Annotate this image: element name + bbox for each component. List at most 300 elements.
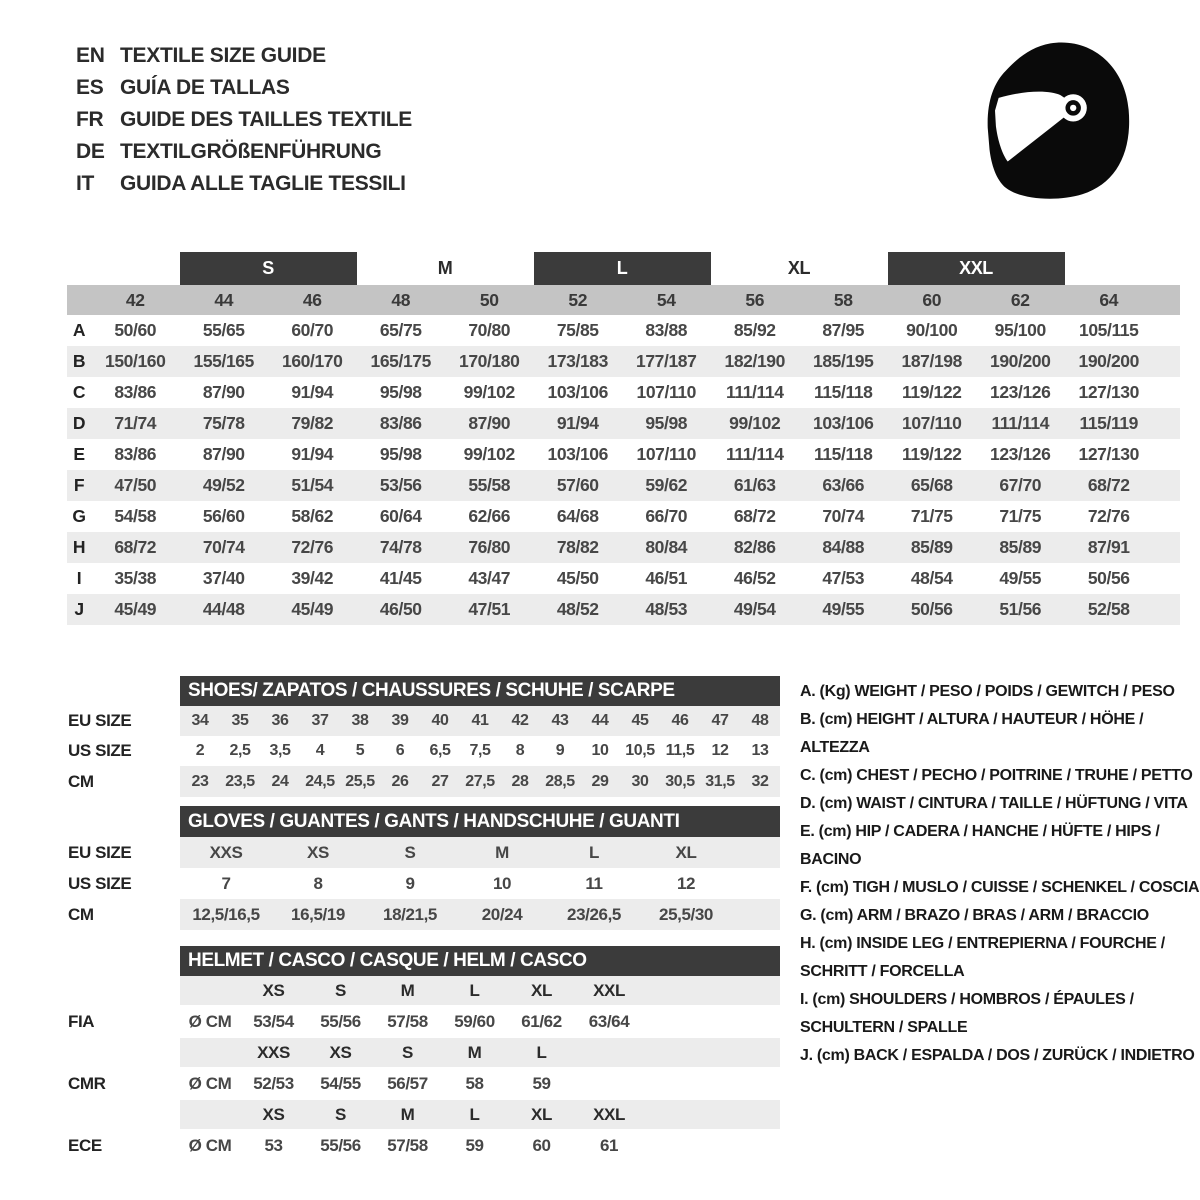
spacer xyxy=(1153,501,1180,532)
apparel-row-b xyxy=(67,346,1180,377)
measurement-value: 111/114 xyxy=(725,444,784,464)
measurement-value: 51/54 xyxy=(268,470,357,501)
helmet-size-label: XL xyxy=(508,1100,575,1129)
measurement-value: 84/88 xyxy=(799,532,888,563)
apparel-row-a xyxy=(67,315,1180,346)
data-row xyxy=(68,736,780,766)
size-label: 56 xyxy=(711,285,800,315)
size-value: 10 xyxy=(591,742,609,759)
measurement-value: 182/190 xyxy=(711,346,800,377)
guide-title-it: GUIDA ALLE TAGLIE TESSILI xyxy=(120,172,406,195)
size-value: 31,5 xyxy=(700,766,740,797)
helmet-size-label: L xyxy=(441,1100,508,1129)
size-value: 12 xyxy=(676,873,696,893)
helmet-value: 53/54 xyxy=(253,1011,294,1031)
helmet-size-label xyxy=(575,1038,643,1067)
spacer xyxy=(643,1129,780,1162)
spacer xyxy=(180,1100,240,1129)
measurement-value: 79/82 xyxy=(268,408,357,439)
measurement-value: 95/98 xyxy=(622,408,711,439)
size-value: 8 xyxy=(313,873,323,893)
section-title: SHOES/ ZAPATOS / CHAUSSURES / SCHUHE / SCARPE xyxy=(180,676,780,706)
measurement-value: 103/106 xyxy=(547,444,608,464)
measurement-value: 59/62 xyxy=(622,470,711,501)
measurement-value: 53/56 xyxy=(357,470,446,501)
size-label: 58 xyxy=(799,285,888,315)
measurement-value: 91/94 xyxy=(534,408,623,439)
measurement-value: 123/126 xyxy=(990,382,1051,402)
size-value: 7 xyxy=(221,873,231,893)
size-label: 54 xyxy=(622,285,711,315)
size-value: XXS xyxy=(180,837,272,868)
measurement-value: 68/72 xyxy=(1065,470,1154,501)
diameter-label: Ø CM xyxy=(188,1011,232,1031)
apparel-row-h xyxy=(67,532,1180,563)
standard-label: ECE xyxy=(68,1135,102,1155)
measurement-value: 70/74 xyxy=(822,506,865,526)
measurement-value: 68/72 xyxy=(91,532,180,563)
size-value: L xyxy=(548,837,640,868)
row-label: D xyxy=(67,408,91,439)
row-label: I xyxy=(76,568,82,588)
measurement-value: 46/51 xyxy=(645,568,688,588)
size-value: 2,5 xyxy=(229,742,251,759)
spacer xyxy=(91,252,180,285)
size-value: 32 xyxy=(740,766,780,797)
size-value: 25,5/30 xyxy=(640,899,732,930)
spacer xyxy=(1153,532,1180,563)
measurement-value: 165/175 xyxy=(357,346,446,377)
legend-item: D. (cm) WAIST / CINTURA / TAILLE / HÜFTUNG / VITA xyxy=(800,795,1188,812)
measurement-value: 46/52 xyxy=(733,568,776,588)
measurement-value: 72/76 xyxy=(268,532,357,563)
size-value: 6 xyxy=(395,742,405,759)
helmet-size-label: XXS xyxy=(240,1038,307,1067)
helmet-value: 54/55 xyxy=(320,1073,361,1093)
spacer xyxy=(180,976,240,1005)
diameter-label: Ø CM xyxy=(188,1073,232,1093)
measurement-value: 83/86 xyxy=(357,408,446,439)
row-label: G xyxy=(72,506,86,526)
helmet-value: 55/56 xyxy=(320,1135,361,1155)
helmet-size-label: XXL xyxy=(575,1100,643,1129)
spacer xyxy=(1153,594,1180,625)
measurement-value: 55/65 xyxy=(202,320,245,340)
measurement-value: 66/70 xyxy=(645,506,688,526)
measurement-value: 115/118 xyxy=(813,382,873,402)
measurement-value: 80/84 xyxy=(622,532,711,563)
row-label: EU SIZE xyxy=(68,842,132,862)
legend-item: I. (cm) SHOULDERS / HOMBROS / ÉPAULES / SCHULTERN / SPALLE xyxy=(800,991,1134,1036)
helmet-value: 58 xyxy=(465,1073,484,1093)
measurement-value: 91/94 xyxy=(291,444,334,464)
spacer xyxy=(67,285,91,315)
size-group-xl: XL xyxy=(787,258,811,278)
size-value: 11,5 xyxy=(665,742,695,759)
gloves-size-table xyxy=(68,806,780,930)
helmet-size-row xyxy=(68,1100,780,1129)
language-code: ES xyxy=(76,76,104,99)
measurement-value: 50/56 xyxy=(888,594,977,625)
size-value: 10 xyxy=(492,873,512,893)
measurement-value: 74/78 xyxy=(357,532,446,563)
guide-title-en: TEXTILE SIZE GUIDE xyxy=(120,44,326,67)
measurement-value: 65/75 xyxy=(379,320,422,340)
measurement-value: 87/90 xyxy=(445,408,534,439)
apparel-row-g xyxy=(67,501,1180,532)
row-label: CM xyxy=(68,771,94,791)
measurement-value: 119/122 xyxy=(902,444,962,464)
measurement-value: 45/50 xyxy=(556,568,599,588)
section-title: HELMET / CASCO / CASQUE / HELM / CASCO xyxy=(180,946,780,976)
row-label: CM xyxy=(68,904,94,924)
section-title-row xyxy=(68,806,780,837)
spacer xyxy=(68,1100,180,1129)
measurement-value: 39/42 xyxy=(291,568,334,588)
language-title-list xyxy=(76,40,412,200)
size-value: 9 xyxy=(555,742,565,759)
numeric-size-row xyxy=(67,285,1180,315)
measurement-value: 75/78 xyxy=(180,408,269,439)
spacer xyxy=(68,806,180,837)
size-value: 20/24 xyxy=(456,899,548,930)
measurement-value: 95/98 xyxy=(379,382,422,402)
measurement-value: 119/122 xyxy=(902,382,962,402)
spacer xyxy=(1153,470,1180,501)
measurement-value: 107/110 xyxy=(636,444,696,464)
measurement-value: 47/51 xyxy=(445,594,534,625)
measurement-value: 57/60 xyxy=(534,470,623,501)
measurement-value: 72/76 xyxy=(1087,506,1130,526)
spacer xyxy=(1153,285,1180,315)
measurement-value: 150/160 xyxy=(91,346,180,377)
size-group-s: S xyxy=(180,252,357,285)
measurement-legend xyxy=(800,678,1200,1070)
size-value: 10,5 xyxy=(625,742,655,759)
helmet-size-label: L xyxy=(508,1038,575,1067)
language-code: DE xyxy=(76,140,105,163)
spacer xyxy=(1153,377,1180,408)
helmet-size-label: M xyxy=(441,1038,508,1067)
helmet-standard-row-fia xyxy=(68,1005,780,1038)
size-value: 7,5 xyxy=(469,742,491,759)
measurement-value: 46/50 xyxy=(357,594,446,625)
standard-label: CMR xyxy=(68,1073,106,1093)
measurement-value: 91/94 xyxy=(291,382,334,402)
size-value: 12 xyxy=(711,742,729,759)
measurement-value: 64/68 xyxy=(556,506,599,526)
size-value: S xyxy=(364,837,456,868)
helmet-size-label: XXL xyxy=(575,976,643,1005)
apparel-row-c xyxy=(67,377,1180,408)
language-row-fr xyxy=(76,104,412,136)
measurement-value: 61/63 xyxy=(711,470,800,501)
helmet-value: 57/58 xyxy=(387,1011,428,1031)
size-value: 27 xyxy=(420,766,460,797)
legend-item: B. (cm) HEIGHT / ALTURA / HAUTEUR / HÖHE / ALTEZZA xyxy=(800,711,1144,756)
row-label: US SIZE xyxy=(68,873,132,893)
helmet-standard-row-cmr xyxy=(68,1067,780,1100)
spacer xyxy=(643,976,780,1005)
spacer xyxy=(68,976,180,1005)
row-label: US SIZE xyxy=(68,741,132,760)
row-label: EU SIZE xyxy=(68,711,132,730)
size-value: 16,5/19 xyxy=(272,899,364,930)
size-value: 45 xyxy=(620,706,660,736)
standard-label: FIA xyxy=(68,1011,95,1031)
spacer xyxy=(1153,315,1180,346)
spacer xyxy=(643,1067,780,1100)
size-value: 34 xyxy=(180,706,220,736)
measurement-value: 49/55 xyxy=(999,568,1042,588)
measurement-value: 107/110 xyxy=(888,408,977,439)
size-label: 52 xyxy=(534,285,623,315)
helmet-size-label: M xyxy=(374,1100,441,1129)
shoes-size-table xyxy=(68,676,780,797)
measurement-value: 107/110 xyxy=(636,382,696,402)
measurement-value: 90/100 xyxy=(906,320,958,340)
measurement-value: 56/60 xyxy=(202,506,245,526)
helmet-value: 59/60 xyxy=(454,1011,495,1031)
measurement-value: 115/118 xyxy=(813,444,873,464)
measurement-value: 187/198 xyxy=(888,346,977,377)
language-row-it xyxy=(76,168,412,200)
helmet-size-label: S xyxy=(374,1038,441,1067)
spacer xyxy=(68,1038,180,1067)
measurement-value: 190/200 xyxy=(976,346,1065,377)
size-label: 42 xyxy=(91,285,180,315)
size-group-m: M xyxy=(437,258,453,278)
size-label: 60 xyxy=(888,285,977,315)
measurement-value: 78/82 xyxy=(534,532,623,563)
measurement-value: 103/106 xyxy=(799,408,888,439)
size-value: 47 xyxy=(700,706,740,736)
measurement-value: 70/74 xyxy=(180,532,269,563)
diameter-label: Ø CM xyxy=(188,1135,232,1155)
measurement-value: 160/170 xyxy=(268,346,357,377)
apparel-row-e xyxy=(67,439,1180,470)
size-value: 9 xyxy=(405,873,415,893)
measurement-value: 44/48 xyxy=(180,594,269,625)
size-value: 37 xyxy=(300,706,340,736)
size-value: XL xyxy=(640,837,732,868)
measurement-value: 41/45 xyxy=(379,568,422,588)
measurement-value: 47/50 xyxy=(91,470,180,501)
legend-item: A. (Kg) WEIGHT / PESO / POIDS / GEWITCH / PESO xyxy=(800,683,1175,700)
spacer xyxy=(1153,346,1180,377)
data-row xyxy=(68,899,780,930)
size-value: 23/26,5 xyxy=(548,899,640,930)
measurement-value: 50/56 xyxy=(1087,568,1130,588)
size-value: M xyxy=(456,837,548,868)
helmet-value: 59 xyxy=(465,1135,484,1155)
measurement-value: 63/66 xyxy=(799,470,888,501)
language-code: IT xyxy=(76,172,95,195)
helmet-size-label: S xyxy=(307,976,374,1005)
measurement-value: 37/40 xyxy=(202,568,245,588)
size-value: 30,5 xyxy=(660,766,700,797)
helmet-size-label: XS xyxy=(307,1038,374,1067)
spacer xyxy=(643,1005,780,1038)
measurement-value: 68/72 xyxy=(733,506,776,526)
helmet-value xyxy=(575,1067,643,1100)
size-value: 18/21,5 xyxy=(364,899,456,930)
measurement-value: 71/74 xyxy=(91,408,180,439)
measurement-value: 45/49 xyxy=(268,594,357,625)
measurement-value: 82/86 xyxy=(711,532,800,563)
language-row-de xyxy=(76,136,412,168)
size-value: 43 xyxy=(540,706,580,736)
size-value: 8 xyxy=(515,742,525,759)
helmet-value: 56/57 xyxy=(387,1073,428,1093)
measurement-value: 123/126 xyxy=(990,444,1051,464)
helmet-value: 63/64 xyxy=(588,1011,630,1031)
helmet-size-table xyxy=(68,946,780,1162)
spacer xyxy=(732,868,780,899)
helmet-size-row xyxy=(68,976,780,1005)
spacer xyxy=(643,1038,780,1067)
helmet-value: 61 xyxy=(599,1135,619,1155)
measurement-value: 71/75 xyxy=(910,506,953,526)
helmet-size-row xyxy=(68,1038,780,1067)
measurement-value: 87/90 xyxy=(202,444,245,464)
measurement-value: 49/52 xyxy=(180,470,269,501)
size-group-l: L xyxy=(534,252,711,285)
size-value: 24,5 xyxy=(300,766,340,797)
guide-title-fr: GUIDE DES TAILLES TEXTILE xyxy=(120,108,412,131)
size-label: 64 xyxy=(1065,285,1154,315)
measurement-value: 55/58 xyxy=(445,470,534,501)
size-value: 25,5 xyxy=(340,766,380,797)
spacer xyxy=(1065,252,1154,285)
measurement-value: 95/98 xyxy=(379,444,422,464)
measurement-value: 60/64 xyxy=(379,506,422,526)
measurement-value: 75/85 xyxy=(556,320,599,340)
size-value: 24 xyxy=(260,766,300,797)
measurement-value: 54/58 xyxy=(114,506,157,526)
measurement-value: 111/114 xyxy=(976,408,1065,439)
row-label: F xyxy=(67,470,91,501)
measurement-value: 70/80 xyxy=(468,320,511,340)
spacer xyxy=(67,252,91,285)
measurement-value: 58/62 xyxy=(291,506,334,526)
helmet-value: 60 xyxy=(532,1135,551,1155)
size-value: 29 xyxy=(580,766,620,797)
legend-item: C. (cm) CHEST / PECHO / POITRINE / TRUHE / PETTO xyxy=(800,767,1193,784)
size-value: 46 xyxy=(660,706,700,736)
measurement-value: 99/102 xyxy=(711,408,800,439)
spacer xyxy=(732,837,780,868)
size-label: 44 xyxy=(180,285,269,315)
size-value: 12,5/16,5 xyxy=(180,899,272,930)
helmet-size-label: XS xyxy=(240,1100,307,1129)
data-row xyxy=(68,766,780,797)
measurement-value: 83/86 xyxy=(114,382,157,402)
size-value: 11 xyxy=(585,873,603,893)
legend-item: G. (cm) ARM / BRAZO / BRAS / ARM / BRACCIO xyxy=(800,907,1149,924)
size-value: 38 xyxy=(340,706,380,736)
spacer xyxy=(1153,439,1180,470)
helmet-size-label: XL xyxy=(508,976,575,1005)
measurement-value: 170/180 xyxy=(445,346,534,377)
measurement-value: 49/54 xyxy=(711,594,800,625)
measurement-value: 60/70 xyxy=(291,320,334,340)
size-value: 41 xyxy=(460,706,500,736)
measurement-value: 49/55 xyxy=(799,594,888,625)
helmet-size-label: M xyxy=(374,976,441,1005)
guide-title-es: GUÍA DE TALLAS xyxy=(120,76,290,99)
size-value: 36 xyxy=(260,706,300,736)
size-group-row xyxy=(67,252,1180,285)
apparel-row-d xyxy=(67,408,1180,439)
row-label: H xyxy=(67,532,91,563)
size-value: 28 xyxy=(500,766,540,797)
size-value: 23 xyxy=(180,766,220,797)
data-row xyxy=(68,837,780,868)
language-code: FR xyxy=(76,108,104,131)
size-group-xxl: XXL xyxy=(888,252,1065,285)
measurement-value: 67/70 xyxy=(976,470,1065,501)
size-value: 26 xyxy=(380,766,420,797)
apparel-row-i xyxy=(67,563,1180,594)
row-label: B xyxy=(67,346,91,377)
measurement-value: 155/165 xyxy=(180,346,269,377)
spacer xyxy=(643,1100,780,1129)
measurement-value: 105/115 xyxy=(1079,320,1139,340)
measurement-value: 87/95 xyxy=(822,320,865,340)
size-value: 5 xyxy=(355,742,365,759)
size-value: 48 xyxy=(740,706,780,736)
size-value: 35 xyxy=(220,706,260,736)
measurement-value: 48/54 xyxy=(910,568,953,588)
measurement-value: 85/92 xyxy=(733,320,776,340)
size-value: 13 xyxy=(751,742,769,759)
size-value: 40 xyxy=(420,706,460,736)
size-value: 6,5 xyxy=(429,742,451,759)
racing-helmet-icon xyxy=(965,26,1165,208)
helmet-size-label: L xyxy=(441,976,508,1005)
helmet-value: 57/58 xyxy=(387,1135,428,1155)
measurement-value: 48/52 xyxy=(534,594,623,625)
size-value: 39 xyxy=(380,706,420,736)
section-title-row xyxy=(68,946,780,976)
apparel-row-j xyxy=(67,594,1180,625)
legend-item: F. (cm) TIGH / MUSLO / CUISSE / SCHENKEL / COSCIA xyxy=(800,879,1200,896)
measurement-value: 85/89 xyxy=(976,532,1065,563)
measurement-value: 48/53 xyxy=(622,594,711,625)
measurement-value: 95/100 xyxy=(994,320,1046,340)
legend-item: H. (cm) INSIDE LEG / ENTREPIERNA / FOURCHE / SCHRITT / FORCELLA xyxy=(800,935,1165,980)
spacer xyxy=(1153,563,1180,594)
helmet-value: 52/53 xyxy=(253,1073,294,1093)
spacer xyxy=(1153,408,1180,439)
section-title: GLOVES / GUANTES / GANTS / HANDSCHUHE / GUANTI xyxy=(180,806,780,837)
measurement-value: 87/91 xyxy=(1065,532,1154,563)
size-label: 50 xyxy=(445,285,534,315)
apparel-row-f xyxy=(67,470,1180,501)
size-value: 3,5 xyxy=(269,742,291,759)
measurement-value: 111/114 xyxy=(725,382,784,402)
measurement-value: 85/89 xyxy=(888,532,977,563)
measurement-value: 62/66 xyxy=(468,506,511,526)
row-label: E xyxy=(73,444,85,464)
measurement-value: 35/38 xyxy=(114,568,157,588)
row-label: J xyxy=(67,594,91,625)
size-value: 30 xyxy=(620,766,660,797)
spacer xyxy=(68,946,180,976)
measurement-value: 99/102 xyxy=(463,444,515,464)
size-value: 2 xyxy=(195,742,205,759)
